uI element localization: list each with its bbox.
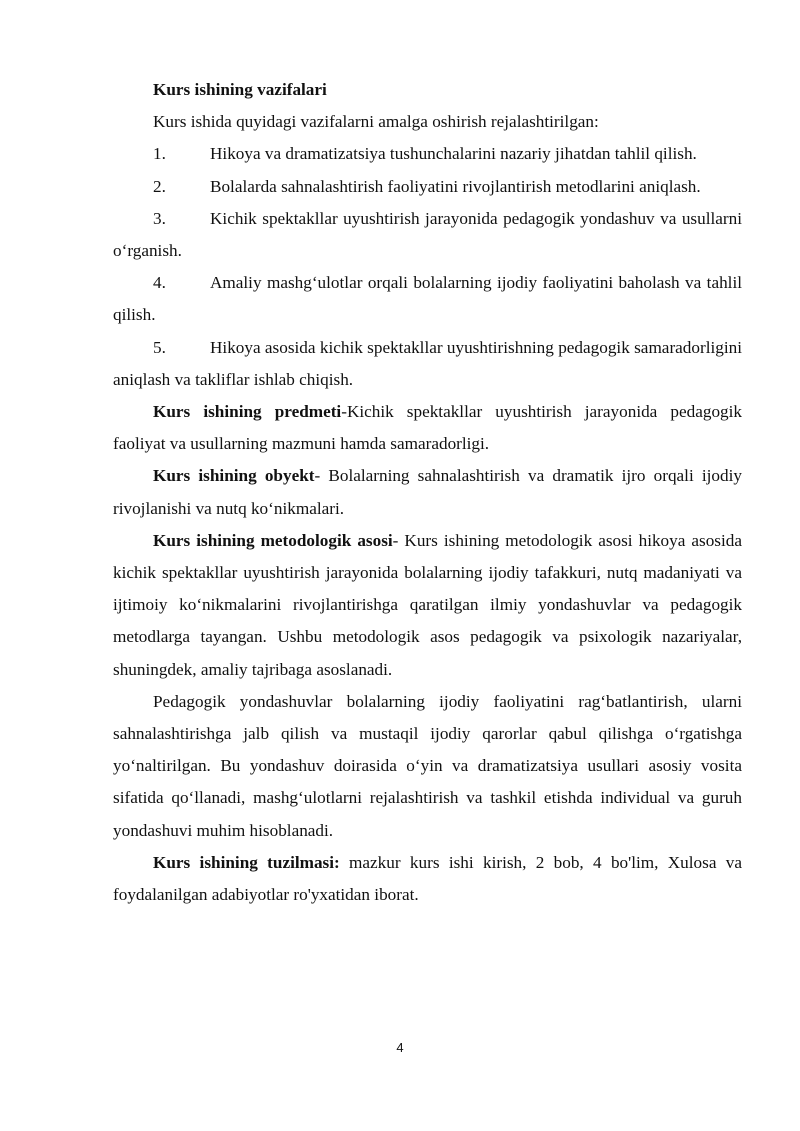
task-number: 1. [153, 144, 166, 164]
metodologik-text: - Kurs ishining metodologik asosi hikoya asosida kichik spektakllar uyushtirish jarayonida bolalarning ijodiy tafakkuri, nutq madaniyati va ijtimoiy ko‘nikmalarini rivojlantirishga qaratilgan ilmiy yondashuvlar va pedagogik metodlarga tayangan. Ushbu metodologik asos pedagogik va psixologik nazariyalar, shuningdek, amaliy tajribaga asoslanadi. [113, 530, 742, 679]
pedagogik-paragraph: Pedagogik yondashuvlar bolalarning ijodiy faoliyatini rag‘batlantirish, ularni sahnalashtirishga jalb qilish va mustaqil ijodiy qarorlar qabul qilishga o‘rgatishga yo‘naltirilgan. Bu yondashuv doirasida o‘yin va dramatizatsiya usullari asosiy vosita sifatida qo‘llanadi, mashg‘ulotlarni rejalashtirish va tashkil etishda individual va guruh yondashuvi muhim hisoblanadi. [113, 691, 742, 840]
page-content [113, 74, 742, 911]
obyekt-label: Kurs ishining obyekt [153, 466, 315, 486]
predmet-text: -Kichik spektakllar uyushtirish jarayonida pedagogik faoliyat va usullarning mazmuni hamda samaradorligi. [113, 402, 742, 454]
task-text: Hikoya va dramatizatsiya tushunchalarini nazariy jihatdan tahlil qilish. [210, 144, 697, 164]
section-heading: Kurs ishining vazifalari [153, 80, 327, 99]
task-number: 2. [153, 176, 166, 196]
tuzilmasi-label: Kurs ishining tuzilmasi: [153, 852, 340, 872]
predmet-label: Kurs ishining predmeti [153, 402, 342, 422]
task-text: Kichik spektakllar uyushtirish jarayonida pedagogik yondashuv va usullarni o‘rganish. [113, 208, 742, 261]
metodologik-paragraph [113, 525, 742, 686]
task-text: Bolalarda sahnalashtirish faoliyatini rivojlantirish metodlarini aniqlash. [210, 176, 701, 196]
obyekt-text: - Bolalarning sahnalashtirish va dramatik ijro orqali ijodiy rivojlanishi va nutq ko‘nikmalari. [113, 466, 742, 518]
intro-paragraph: Kurs ishida quyidagi vazifalarni amalga oshirish rejalashtirilgan: [153, 112, 599, 132]
task-number: 5. [153, 337, 166, 357]
task-item-5 [113, 332, 742, 396]
predmet-paragraph [113, 396, 742, 460]
task-number: 3. [153, 208, 166, 228]
task-item-3 [113, 203, 742, 267]
task-number: 4. [153, 273, 166, 293]
page-number: 4 [396, 1040, 404, 1055]
task-text: Hikoya asosida kichik spektakllar uyushtirishning pedagogik samaradorligini aniqlash va takliflar ishlab chiqish. [113, 337, 742, 389]
task-item-4 [113, 267, 742, 331]
obyekt-paragraph [113, 460, 742, 524]
task-item-1 [113, 138, 742, 170]
task-text: Amaliy mashg‘ulotlar orqali bolalarning ijodiy faoliyatini baholash va tahlil qilish. [113, 273, 742, 325]
tuzilmasi-text: mazkur kurs ishi kirish, 2 bob, 4 bo'lim, Xulosa va foydalanilgan adabiyotlar ro'yxatidan iborat. [113, 852, 742, 905]
metodologik-label: Kurs ishining metodologik asosi [153, 530, 393, 550]
task-item-2 [113, 171, 742, 203]
tuzilmasi-paragraph [113, 847, 742, 911]
